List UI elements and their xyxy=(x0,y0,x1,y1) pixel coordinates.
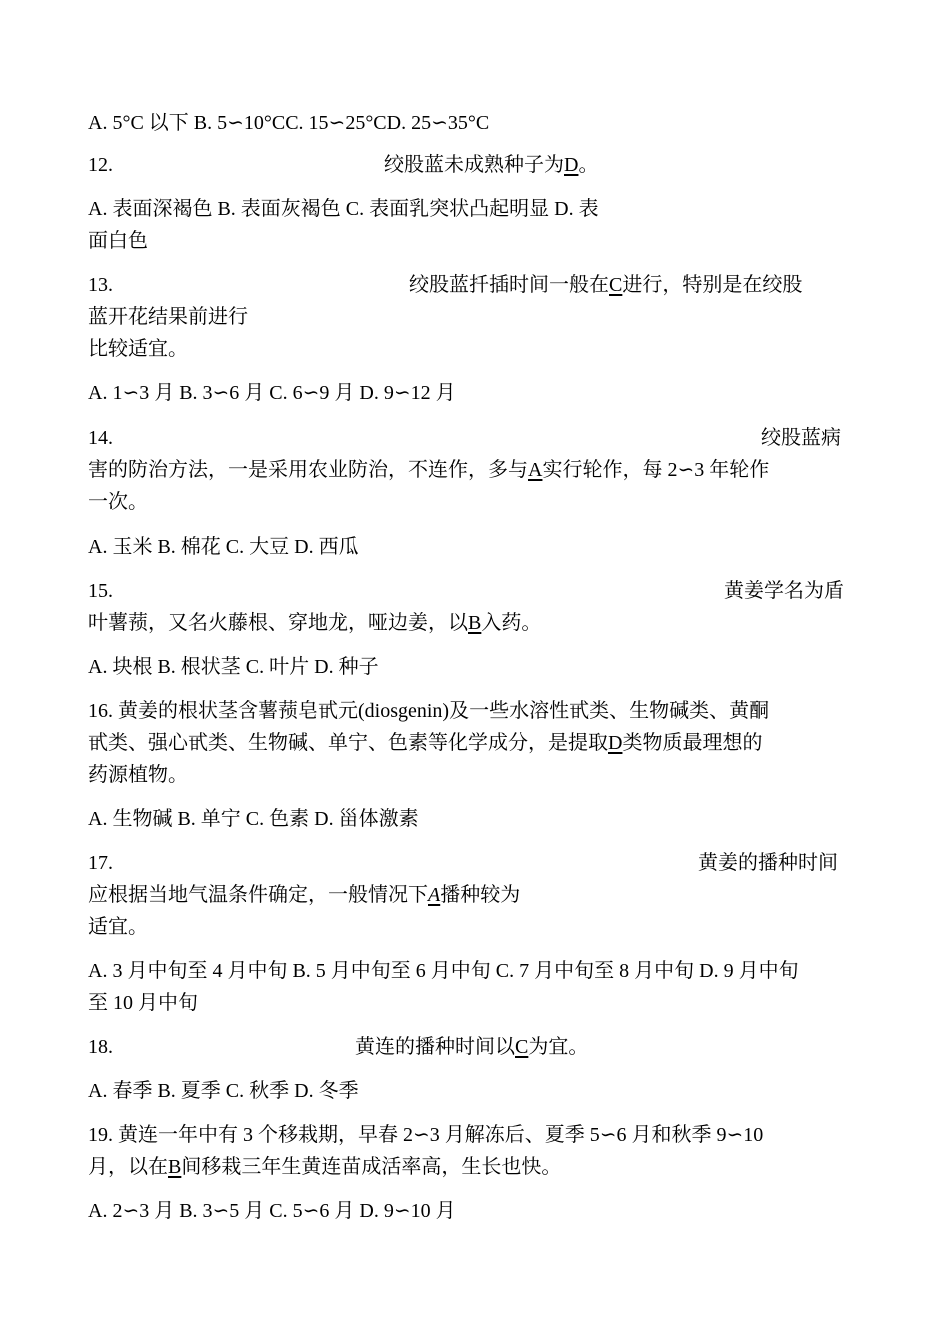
answer-q12: D xyxy=(564,154,579,176)
q16-line1: 16. 黄姜的根状茎含薯蓣皂甙元(diosgenin)及一些水溶性甙类、生物碱类、黄酮 xyxy=(88,700,770,722)
q18-text: 黄连的播种时间以C为宜。 xyxy=(355,1036,589,1058)
q19-line2: 月，以在B间移栽三年生黄连苗成活率高，生长也快。 xyxy=(88,1156,562,1178)
q14-line2: 害的防治方法，一是采用农业防治，不连作，多与A实行轮作，每 2∽3 年轮作 xyxy=(88,459,770,481)
options-q19: A. 2∽3 月 B. 3∽5 月 C. 5∽6 月 D. 9∽10 月 xyxy=(88,1200,456,1222)
q12-text: 绞股蓝未成熟种子为D。 xyxy=(384,154,599,176)
options-q14: A. 玉米 B. 棉花 C. 大豆 D. 西瓜 xyxy=(88,536,359,558)
answer-q13: C xyxy=(609,274,623,296)
answer-q15: B xyxy=(468,612,482,634)
q17-line3: 适宜。 xyxy=(88,916,148,938)
options-q16: A. 生物碱 B. 单宁 C. 色素 D. 甾体激素 xyxy=(88,808,419,830)
q16-line2: 甙类、强心甙类、生物碱、单宁、色素等化学成分，是提取D类物质最理想的 xyxy=(88,732,763,754)
answer-q14: A xyxy=(528,459,543,481)
options-q15: A. 块根 B. 根状茎 C. 叶片 D. 种子 xyxy=(88,656,379,678)
q15-line2: 叶薯蓣，又名火藤根、穿地龙，哑边姜，以B入药。 xyxy=(88,612,542,634)
q14-number: 14. xyxy=(88,427,113,449)
q15-text: 黄姜学名为盾 xyxy=(724,580,844,602)
q13-line3: 比较适宜。 xyxy=(88,338,188,360)
q13-text: 绞股蓝扦插时间一般在C进行，特别是在绞股 xyxy=(409,274,803,296)
options-q17-line1: A. 3 月中旬至 4 月中旬 B. 5 月中旬至 6 月中旬 C. 7 月中旬至 8 月中旬 D. 9 月中旬 xyxy=(88,960,799,982)
q14-line3: 一次。 xyxy=(88,491,148,513)
options-q18: A. 春季 B. 夏季 C. 秋季 D. 冬季 xyxy=(88,1080,359,1102)
q18-number: 18. xyxy=(88,1036,113,1058)
q14-text: 绞股蓝病 xyxy=(761,427,841,449)
answer-q17: A xyxy=(428,884,441,906)
answer-q18: C xyxy=(515,1036,529,1058)
options-q17-line2: 至 10 月中旬 xyxy=(88,992,198,1014)
answer-q16: D xyxy=(608,732,623,754)
q17-number: 17. xyxy=(88,852,113,874)
options-q12-line2: 面白色 xyxy=(88,230,148,252)
q15-number: 15. xyxy=(88,580,113,602)
q13-line2: 蓝开花结果前进行 xyxy=(88,306,248,328)
options-q12-line1: A. 表面深褐色 B. 表面灰褐色 C. 表面乳突状凸起明显 D. 表 xyxy=(88,198,599,220)
options-q11: A. 5°C 以下 B. 5∽10°CC. 15∽25°CD. 25∽35°C xyxy=(88,112,490,134)
q13-number: 13. xyxy=(88,274,113,296)
q17-line2: 应根据当地气温条件确定，一般情况下A播种较为 xyxy=(88,884,521,906)
options-q13: A. 1∽3 月 B. 3∽6 月 C. 6∽9 月 D. 9∽12 月 xyxy=(88,382,456,404)
q17-text: 黄姜的播种时间 xyxy=(698,852,838,874)
q12-number: 12. xyxy=(88,154,113,176)
answer-q19: B xyxy=(168,1156,182,1178)
q16-line3: 药源植物。 xyxy=(88,764,188,786)
q19-line1: 19. 黄连一年中有 3 个移栽期，早春 2∽3 月解冻后、夏季 5∽6 月和秋季 9∽10 xyxy=(88,1124,764,1146)
